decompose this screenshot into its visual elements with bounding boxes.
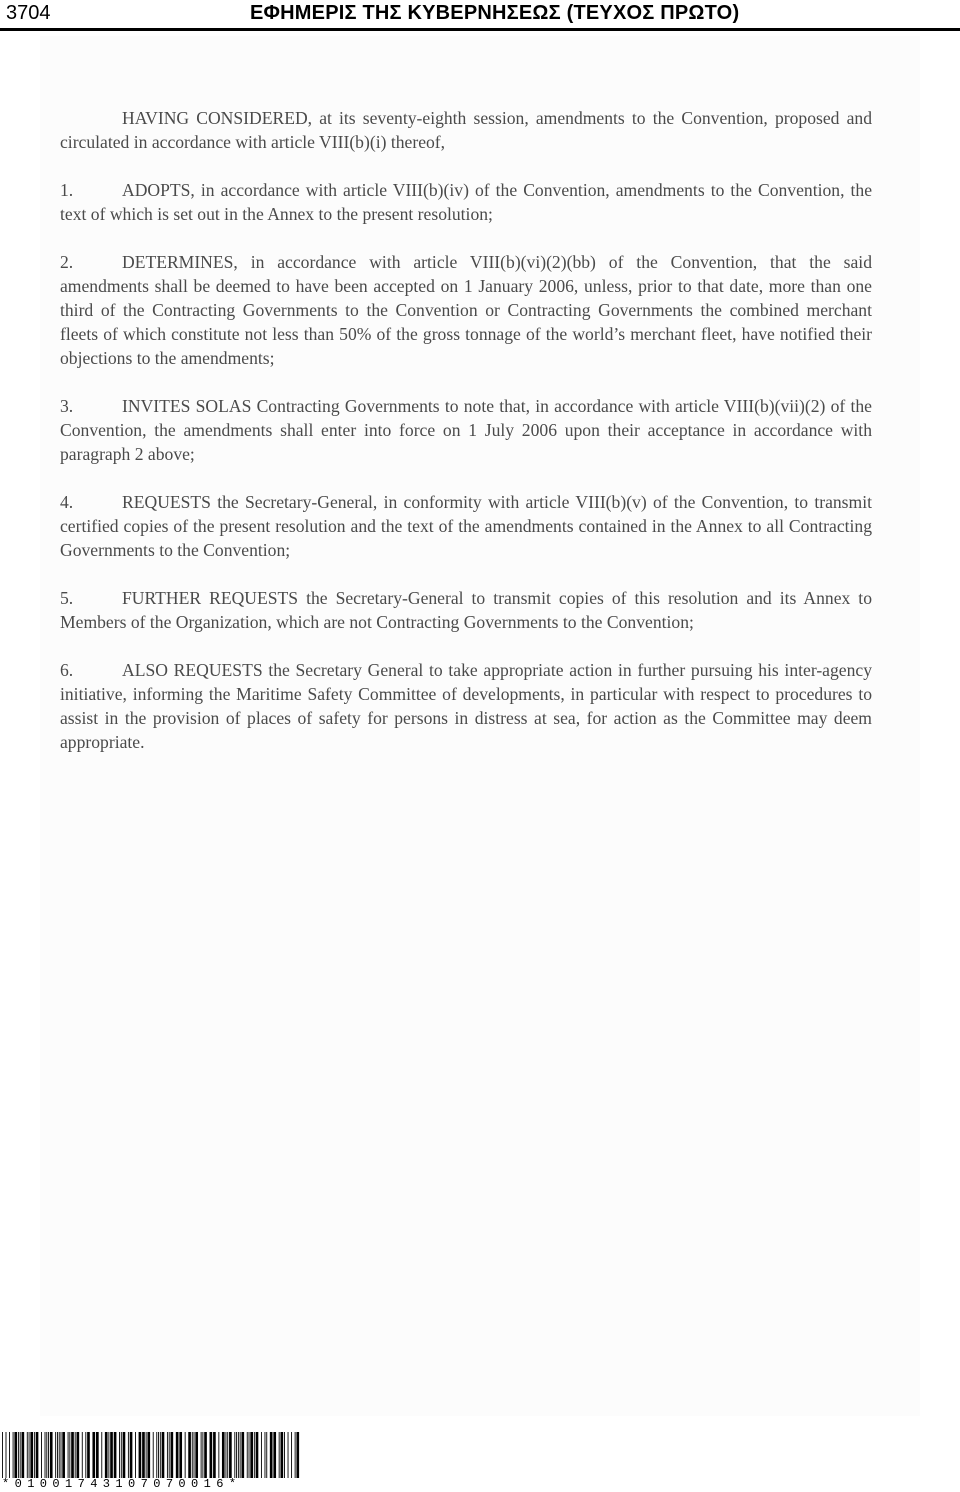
barcode-bars [2, 1432, 300, 1478]
barcode-bar [142, 1432, 145, 1478]
barcode-bar [227, 1432, 228, 1478]
paragraph-number: 2. [60, 252, 74, 272]
barcode-bar [114, 1432, 117, 1478]
barcode-bar [202, 1432, 203, 1478]
barcode-bar [9, 1432, 10, 1478]
barcode-bar [288, 1432, 289, 1478]
barcode-text: *01001743107070016* [2, 1477, 242, 1491]
barcode-bar [50, 1432, 53, 1478]
barcode-bar [130, 1432, 133, 1478]
barcode-bar [96, 1432, 99, 1478]
barcode-bar [234, 1432, 235, 1478]
barcode-bar [162, 1432, 165, 1478]
barcode-bar [204, 1432, 207, 1478]
barcode-bar [92, 1432, 95, 1478]
barcode-bar [194, 1432, 195, 1478]
barcode-bar [87, 1432, 90, 1478]
barcode-bar [185, 1432, 186, 1478]
barcode-bar [284, 1432, 285, 1478]
barcode-bar [139, 1432, 142, 1478]
page-number: 3704 [6, 2, 51, 24]
paragraph-text: DETERMINES, in accordance with article VIII(b)(vi)(2)(bb) of the Convention, that the said amendments shall be deemed to have been accepted on 1 January 2006, unless, prior to that date, more than one third of the Contracting Governments to the Convention or Contracting Governments the combined merchant fleets of which constitute not less than 50% of the gross tonnage of the world’s merchant fleet, have notified their objections to the amendments; [60, 252, 872, 368]
barcode-bar [179, 1432, 182, 1478]
barcode-bar [261, 1432, 262, 1478]
barcode-bar [123, 1432, 126, 1478]
paragraph-number: 3. [60, 396, 74, 416]
barcode-bar [171, 1432, 174, 1478]
barcode-bar [218, 1432, 219, 1478]
barcode-bar [240, 1432, 241, 1478]
barcode-bar [153, 1432, 154, 1478]
barcode-bar [247, 1432, 248, 1478]
barcode-bar [296, 1432, 299, 1478]
barcode-bar [222, 1432, 225, 1478]
barcode-bar [176, 1432, 179, 1478]
barcode-bar [41, 1432, 42, 1478]
barcode-bar [266, 1432, 267, 1478]
barcode-bar [22, 1432, 25, 1478]
barcode-bar [48, 1432, 49, 1478]
barcode-bar [46, 1432, 47, 1478]
barcode-bar [85, 1432, 86, 1478]
barcode-bar [249, 1432, 250, 1478]
barcode-bar [77, 1432, 80, 1478]
barcode-bar [226, 1432, 227, 1478]
barcode-bar [57, 1432, 58, 1478]
barcode-bar [30, 1432, 33, 1478]
resolution-text [60, 106, 872, 778]
barcode-bar [291, 1432, 292, 1478]
barcode-bar [210, 1432, 213, 1478]
barcode-bar [254, 1432, 255, 1478]
barcode-bar [101, 1432, 102, 1478]
paragraph-text: ALSO REQUESTS the Secretary General to take appropriate action in further pursuing his inter-agency initiative, informing the Maritime Safety Committee of developments, in particular with respect to procedures to assist in the provision of places of safety for persons in distress at sea, for action as the Committee may deem appropriate. [60, 660, 872, 752]
barcode-bar [13, 1432, 14, 1478]
operative-paragraph-5 [60, 586, 872, 634]
barcode-bar [71, 1432, 74, 1478]
barcode-bar [146, 1432, 147, 1478]
barcode-bar [156, 1432, 157, 1478]
barcode [2, 1432, 300, 1490]
barcode-bar [2, 1432, 3, 1478]
barcode-bar [6, 1432, 7, 1478]
barcode-bar [147, 1432, 150, 1478]
operative-paragraph-6 [60, 658, 872, 754]
header-rule [0, 28, 960, 31]
barcode-bar [82, 1432, 83, 1478]
paragraph-number: 6. [60, 660, 74, 680]
barcode-bar [188, 1432, 191, 1478]
operative-paragraph-2 [60, 250, 872, 370]
barcode-bar [229, 1432, 232, 1478]
operative-paragraph-4 [60, 490, 872, 562]
barcode-bar [34, 1432, 35, 1478]
barcode-bar [59, 1432, 60, 1478]
paragraph-text: ADOPTS, in accordance with article VIII(b)(iv) of the Convention, amendments to the Convention, the text of which is set out in the Annex to the present resolution; [60, 180, 872, 224]
barcode-bar [167, 1432, 168, 1478]
barcode-bar [295, 1432, 296, 1478]
paragraph-text: FURTHER REQUESTS the Secretary-General to transmit copies of this resolution and its Annex to Members of the Organization, which are not Contracting Governments to the Convention; [60, 588, 872, 632]
barcode-bar [27, 1432, 28, 1478]
barcode-bar [29, 1432, 30, 1478]
barcode-bar [236, 1432, 237, 1478]
barcode-bar [280, 1432, 283, 1478]
barcode-bar [265, 1432, 266, 1478]
barcode-bar [160, 1432, 161, 1478]
barcode-bar [241, 1432, 244, 1478]
barcode-bar [14, 1432, 17, 1478]
barcode-bar [36, 1432, 39, 1478]
paragraph-number: 1. [60, 180, 74, 200]
barcode-bar [238, 1432, 239, 1478]
barcode-bar [75, 1432, 76, 1478]
intro-text: HAVING CONSIDERED, at its seventy-eighth session, amendments to the Convention, proposed and circulated in accordance with article VIII(b)(i) thereof, [60, 108, 872, 152]
paragraph-number: 4. [60, 492, 74, 512]
barcode-bar [201, 1432, 202, 1478]
gazette-title: ΕΦΗΜΕΡΙΣ ΤΗΣ ΚΥΒΕΡΝΗΣΕΩΣ (ΤΕΥΧΟΣ ΠΡΩΤΟ) [250, 2, 740, 24]
barcode-bar [55, 1432, 56, 1478]
page-header [0, 0, 960, 28]
barcode-bar [213, 1432, 216, 1478]
barcode-bar [256, 1432, 259, 1478]
barcode-bar [128, 1432, 129, 1478]
barcode-bar [121, 1432, 122, 1478]
operative-paragraph-1 [60, 178, 872, 226]
barcode-bar [105, 1432, 108, 1478]
paragraph-text: INVITES SOLAS Contracting Governments to note that, in accordance with article VIII(b)(vii)(2) of the Convention, the amendments shall enter into force on 1 July 2006 upon their acceptance in accordance with paragraph 2 above; [60, 396, 872, 464]
barcode-bar [69, 1432, 70, 1478]
barcode-bar [158, 1432, 159, 1478]
barcode-bar [68, 1432, 69, 1478]
operative-paragraph-3 [60, 394, 872, 466]
barcode-bar [169, 1432, 170, 1478]
barcode-bar [119, 1432, 120, 1478]
barcode-bar [62, 1432, 65, 1478]
barcode-bar [192, 1432, 193, 1478]
barcode-bar [61, 1432, 62, 1478]
barcode-bar [270, 1432, 273, 1478]
barcode-bar [45, 1432, 46, 1478]
barcode-bar [135, 1432, 136, 1478]
barcode-bar [18, 1432, 19, 1478]
barcode-bar [20, 1432, 21, 1478]
intro-paragraph [60, 106, 872, 154]
barcode-bar [250, 1432, 253, 1478]
paragraph-number: 5. [60, 588, 74, 608]
barcode-bar [110, 1432, 113, 1478]
barcode-bar [108, 1432, 109, 1478]
barcode-bar [273, 1432, 276, 1478]
paragraph-text: REQUESTS the Secretary-General, in conformity with article VIII(b)(v) of the Convention, to transmit certified copies of the present resolution and the text of the amendments contained in the Annex to all Contracting Governments to the Convention; [60, 492, 872, 560]
barcode-bar [195, 1432, 198, 1478]
barcode-bar [279, 1432, 280, 1478]
